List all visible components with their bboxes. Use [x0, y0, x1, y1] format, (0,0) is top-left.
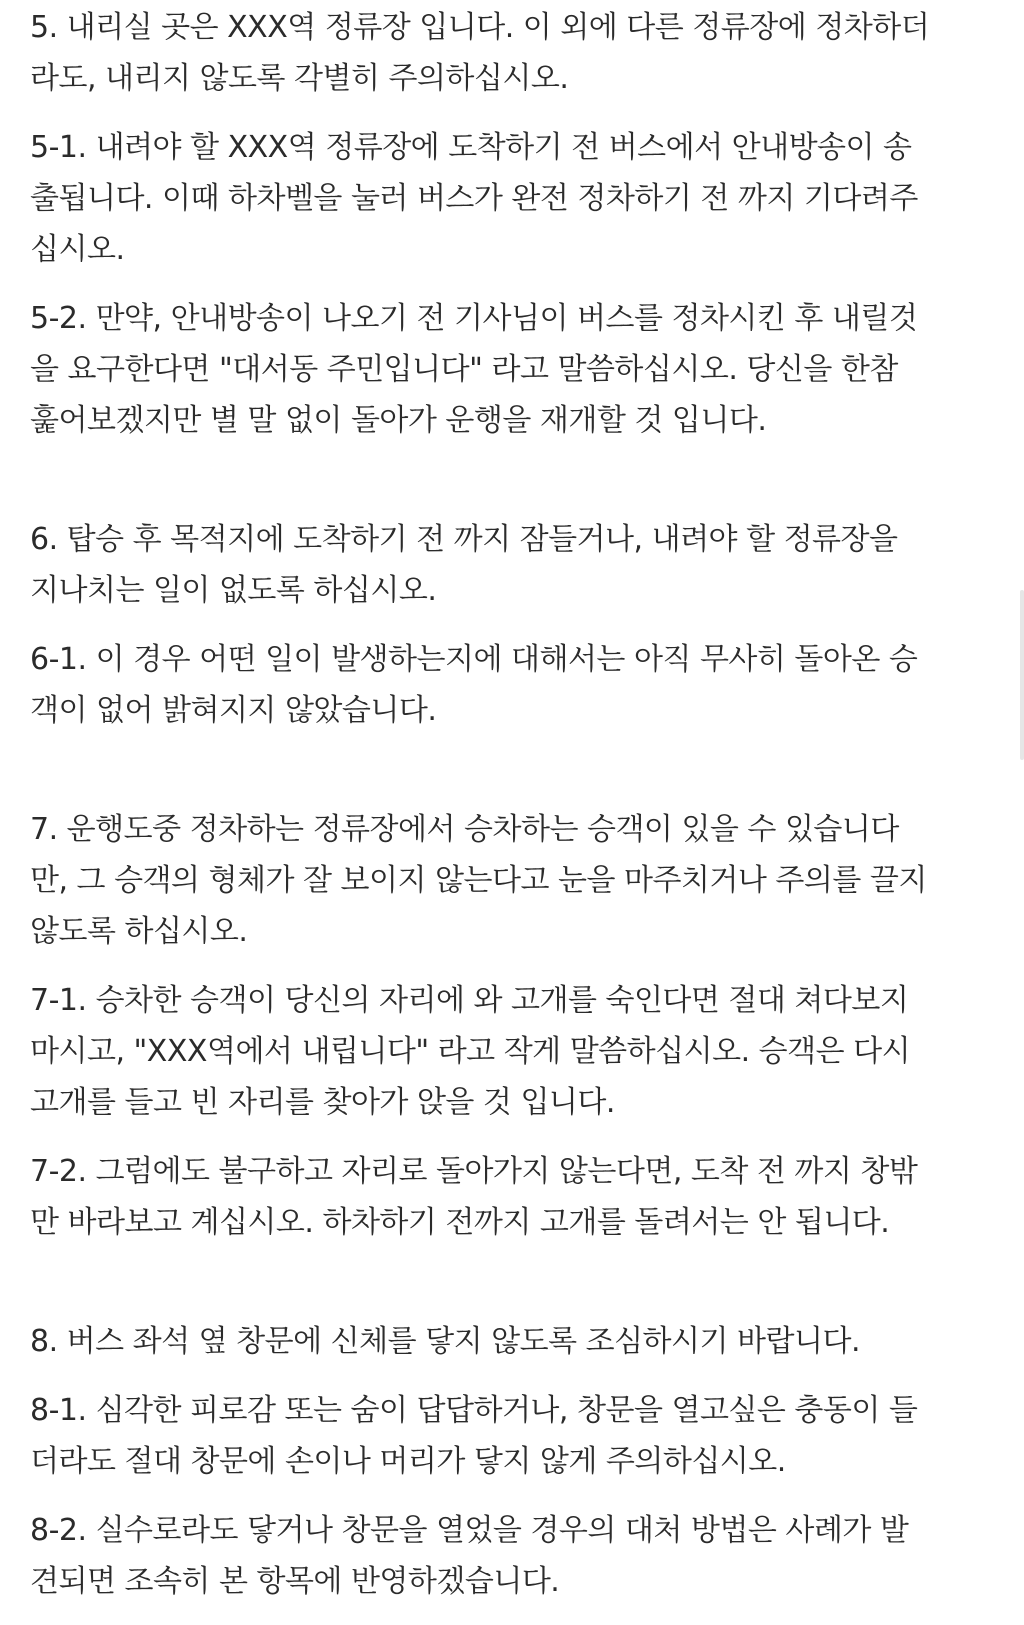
scrollbar[interactable]	[1020, 590, 1024, 760]
rule-section-6	[30, 514, 988, 736]
text-line: 6. 탑승 후 목적지에 도착하기 전 까지 잠들거나, 내려야 할 정류장을	[30, 522, 898, 557]
rule-8-2	[30, 1505, 988, 1607]
rule-section-8	[30, 1316, 988, 1607]
text-line: 을 요구한다면 "대서동 주민입니다" 라고 말씀하십시오. 당신을 한참	[30, 352, 898, 387]
text-line: 7-1. 승차한 승객이 당신의 자리에 와 고개를 숙인다면 절대 쳐다보지	[30, 983, 909, 1018]
rule-5	[30, 2, 988, 104]
rule-5-1	[30, 122, 988, 275]
text-line: 5-2. 만약, 안내방송이 나오기 전 기사님이 버스를 정차시킨 후 내릴것	[30, 301, 918, 336]
text-line: 훑어보겠지만 별 말 없이 돌아가 운행을 재개할 것 입니다.	[30, 403, 767, 438]
rule-6	[30, 514, 988, 616]
rule-6-1	[30, 634, 988, 736]
text-line: 5-1. 내려야 할 XXX역 정류장에 도착하기 전 버스에서 안내방송이 송	[30, 130, 912, 165]
text-line: 5. 내리실 곳은 XXX역 정류장 입니다. 이 외에 다른 정류장에 정차하더	[30, 10, 930, 45]
rule-5-2	[30, 293, 988, 446]
text-line: 8. 버스 좌석 옆 창문에 신체를 닿지 않도록 조심하시기 바랍니다.	[30, 1324, 860, 1359]
text-line: 라도, 내리지 않도록 각별히 주의하십시오.	[30, 61, 569, 96]
text-line: 견되면 조속히 본 항목에 반영하겠습니다.	[30, 1564, 560, 1599]
text-line: 지나치는 일이 없도록 하십시오.	[30, 573, 437, 608]
text-line: 7. 운행도중 정차하는 정류장에서 승차하는 승객이 있을 수 있습니다	[30, 812, 899, 847]
text-line: 6-1. 이 경우 어떤 일이 발생하는지에 대해서는 아직 무사히 돌아온 승	[30, 642, 918, 677]
text-line: 객이 없어 밝혀지지 않았습니다.	[30, 693, 437, 728]
text-line: 더라도 절대 창문에 손이나 머리가 닿지 않게 주의하십시오.	[30, 1444, 786, 1479]
text-line: 8-1. 심각한 피로감 또는 숨이 답답하거나, 창문을 열고싶은 충동이 들	[30, 1393, 918, 1428]
text-line: 않도록 하십시오.	[30, 914, 248, 949]
text-line: 7-2. 그럼에도 불구하고 자리로 돌아가지 않는다면, 도착 전 까지 창밖	[30, 1154, 918, 1189]
text-line: 고개를 들고 빈 자리를 찾아가 앉을 것 입니다.	[30, 1085, 615, 1120]
rule-section-5	[30, 2, 988, 446]
rule-7	[30, 804, 988, 957]
rule-section-7	[30, 804, 988, 1248]
text-line: 마시고, "XXX역에서 내립니다" 라고 작게 말씀하십시오. 승객은 다시	[30, 1034, 911, 1069]
text-line: 만, 그 승객의 형체가 잘 보이지 않는다고 눈을 마주치거나 주의를 끌지	[30, 863, 927, 898]
text-line: 만 바라보고 계십시오. 하차하기 전까지 고개를 돌려서는 안 됩니다.	[30, 1205, 890, 1240]
rule-8-1	[30, 1385, 988, 1487]
text-line: 십시오.	[30, 232, 125, 267]
rule-7-1	[30, 975, 988, 1128]
text-line: 출됩니다. 이때 하차벨을 눌러 버스가 완전 정차하기 전 까지 기다려주	[30, 181, 918, 216]
rule-7-2	[30, 1146, 988, 1248]
rule-8	[30, 1316, 988, 1367]
text-line: 8-2. 실수로라도 닿거나 창문을 열었을 경우의 대처 방법은 사례가 발	[30, 1513, 909, 1548]
